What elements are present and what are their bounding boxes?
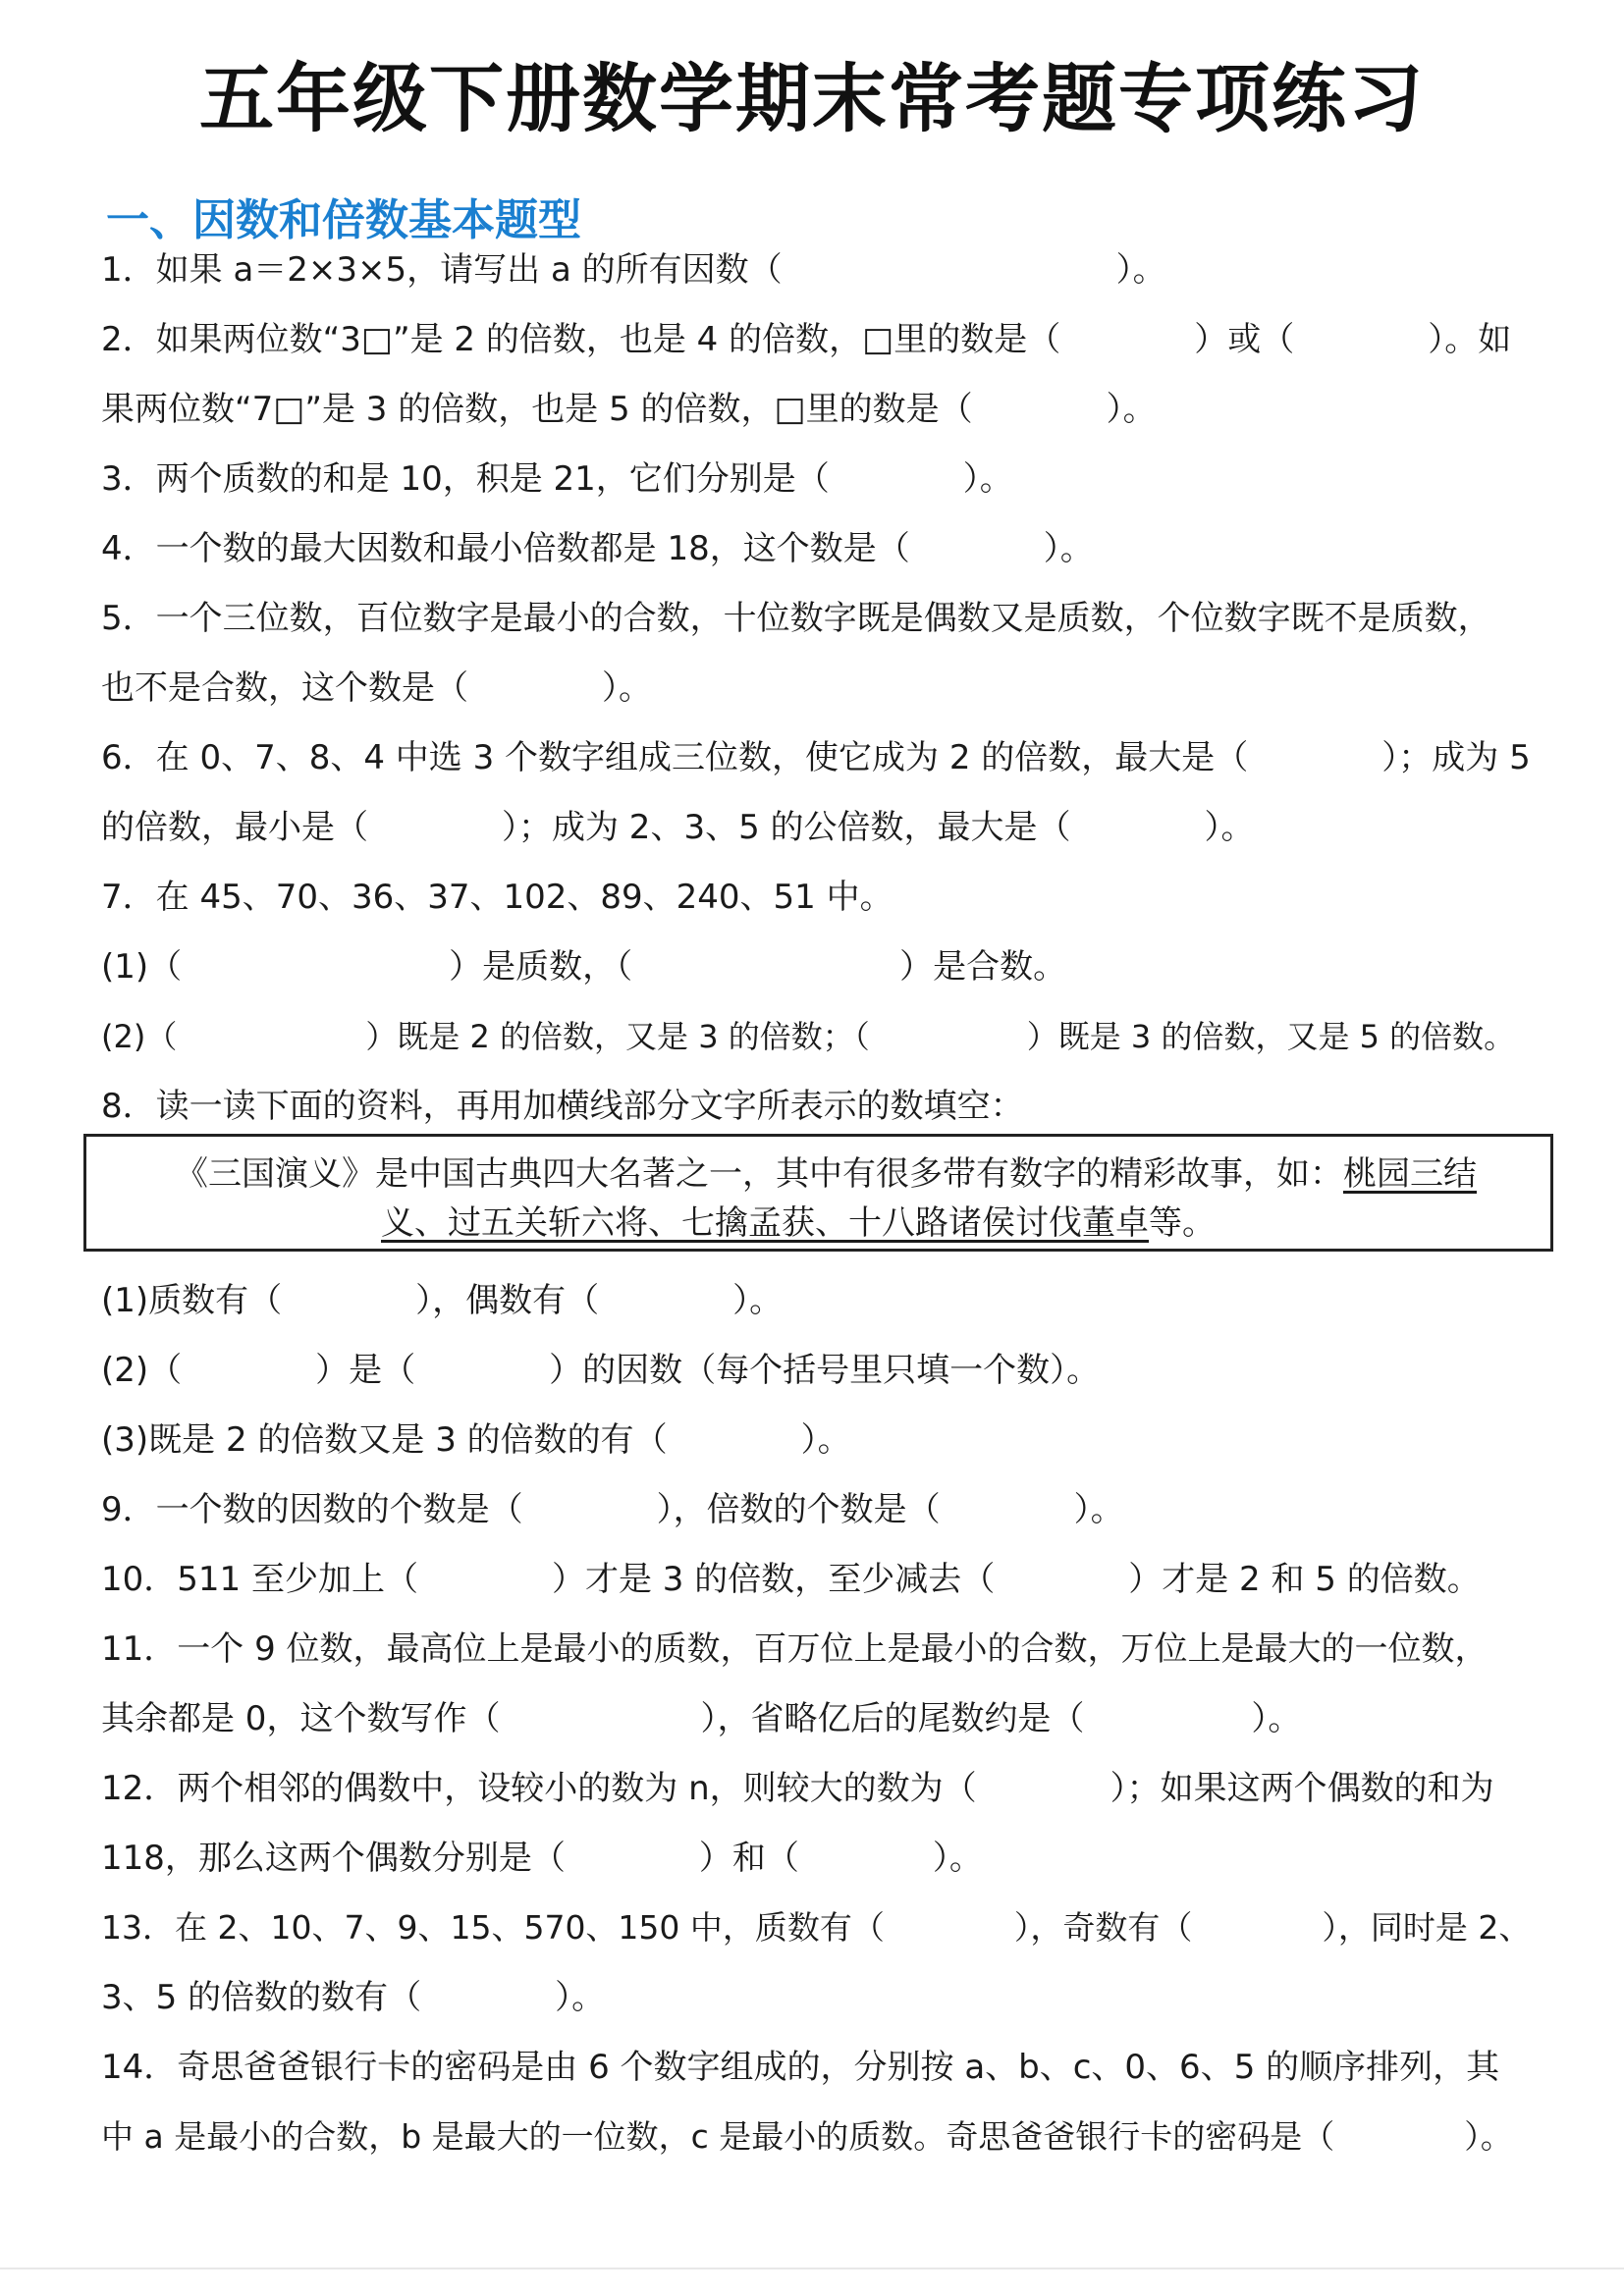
question-line-8: 6．在 0、7、8、4 中选 3 个数字组成三位数，使它成为 2 的倍数，最大是（ ）；成为 5 (101, 738, 1531, 777)
question-line-5: 4．一个数的最大因数和最小倍数都是 18，这个数是（ ）。 (101, 529, 1094, 568)
box-line-2-text: 等。 (1149, 1203, 1216, 1243)
question-line-25: 14．奇思爸爸银行卡的密码是由 6 个数字组成的，分别按 a、b、c、0、6、5 的顺序排列，其 (101, 2048, 1500, 2087)
question-line-22: 118，那么这两个偶数分别是（ ）和（ ）。 (101, 1839, 983, 1878)
question-line-1: 1．如果 a＝2×3×5，请写出 a 的所有因数（ ）。 (101, 250, 1166, 290)
reading-material-box (83, 1134, 1553, 1252)
page-bottom-divider (0, 2268, 1624, 2269)
question-line-21: 12．两个相邻的偶数中，设较小的数为 n，则较大的数为（ ）；如果这两个偶数的和为 (101, 1769, 1494, 1808)
page-title: 五年级下册数学期末常考题专项练习 (199, 55, 1425, 142)
question-line-11: (1)（ ）是质数，（ ）是合数。 (101, 947, 1067, 987)
question-line-19: 11．一个 9 位数，最高位上是最小的质数，百万位上是最小的合数，万位上是最大的一位数， (101, 1629, 1489, 1669)
question-line-4: 3．两个质数的和是 10，积是 21，它们分别是（ ）。 (101, 459, 1013, 499)
question-line-7: 也不是合数，这个数是（ ）。 (101, 668, 652, 708)
question-line-6: 5．一个三位数，百位数字是最小的合数，十位数字既是偶数又是质数，个位数字既不是质数， (101, 599, 1491, 638)
question-line-16: (3)既是 2 的倍数又是 3 的倍数的有（ ）。 (101, 1420, 851, 1460)
question-line-12: (2)（ ）既是 2 的倍数，又是 3 的倍数；（ ）既是 3 的倍数，又是 5 的倍数。 (101, 1018, 1516, 1055)
question-line-23: 13．在 2、10、7、9、15、570、150 中，质数有（ ），奇数有（ ），同时是 2、 (101, 1908, 1532, 1947)
question-line-18: 10．511 至少加上（ ）才是 3 的倍数，至少减去（ ）才是 2 和 5 的倍数。 (101, 1560, 1481, 1599)
box-line-2-underlined: 义、过五关斩六将、七擒孟获、十八路诸侯讨伐董卓 (381, 1203, 1149, 1243)
question-line-15: (2)（ ）是（ ）的因数（每个括号里只填一个数）。 (101, 1351, 1101, 1390)
question-line-10: 7．在 45、70、36、37、102、89、240、51 中。 (101, 878, 893, 917)
question-line-17: 9．一个数的因数的个数是（ ），倍数的个数是（ ）。 (101, 1490, 1124, 1529)
question-line-13: 8．读一读下面的资料，再用加横线部分文字所表示的数填空： (101, 1087, 1024, 1126)
section-heading: 一、因数和倍数基本题型 (106, 195, 581, 245)
box-line-1-underlined: 桃园三结 (1343, 1154, 1477, 1194)
question-line-24: 3、5 的倍数的数有（ ）。 (101, 1978, 606, 2017)
question-line-20: 其余都是 0，这个数写作（ ），省略亿后的尾数约是（ ）。 (101, 1699, 1302, 1738)
box-line-1 (175, 1147, 1477, 1195)
box-line-1-text: 《三国演义》是中国古典四大名著之一，其中有很多带有数字的精彩故事，如： (175, 1154, 1343, 1194)
question-line-3: 果两位数“7□”是 3 的倍数，也是 5 的倍数，□里的数是（ ）。 (101, 390, 1157, 429)
box-line-2 (381, 1196, 1216, 1244)
question-line-26: 中 a 是最小的合数，b 是最大的一位数，c 是最小的质数。奇思爸爸银行卡的密码是（ ）。 (101, 2117, 1513, 2156)
question-line-14: (1)质数有（ ），偶数有（ ）。 (101, 1281, 784, 1320)
question-line-9: 的倍数，最小是（ ）；成为 2、3、5 的公倍数，最大是（ ）。 (101, 808, 1255, 847)
question-line-2: 2．如果两位数“3□”是 2 的倍数，也是 4 的倍数，□里的数是（ ）或（ ）。如 (101, 320, 1512, 359)
